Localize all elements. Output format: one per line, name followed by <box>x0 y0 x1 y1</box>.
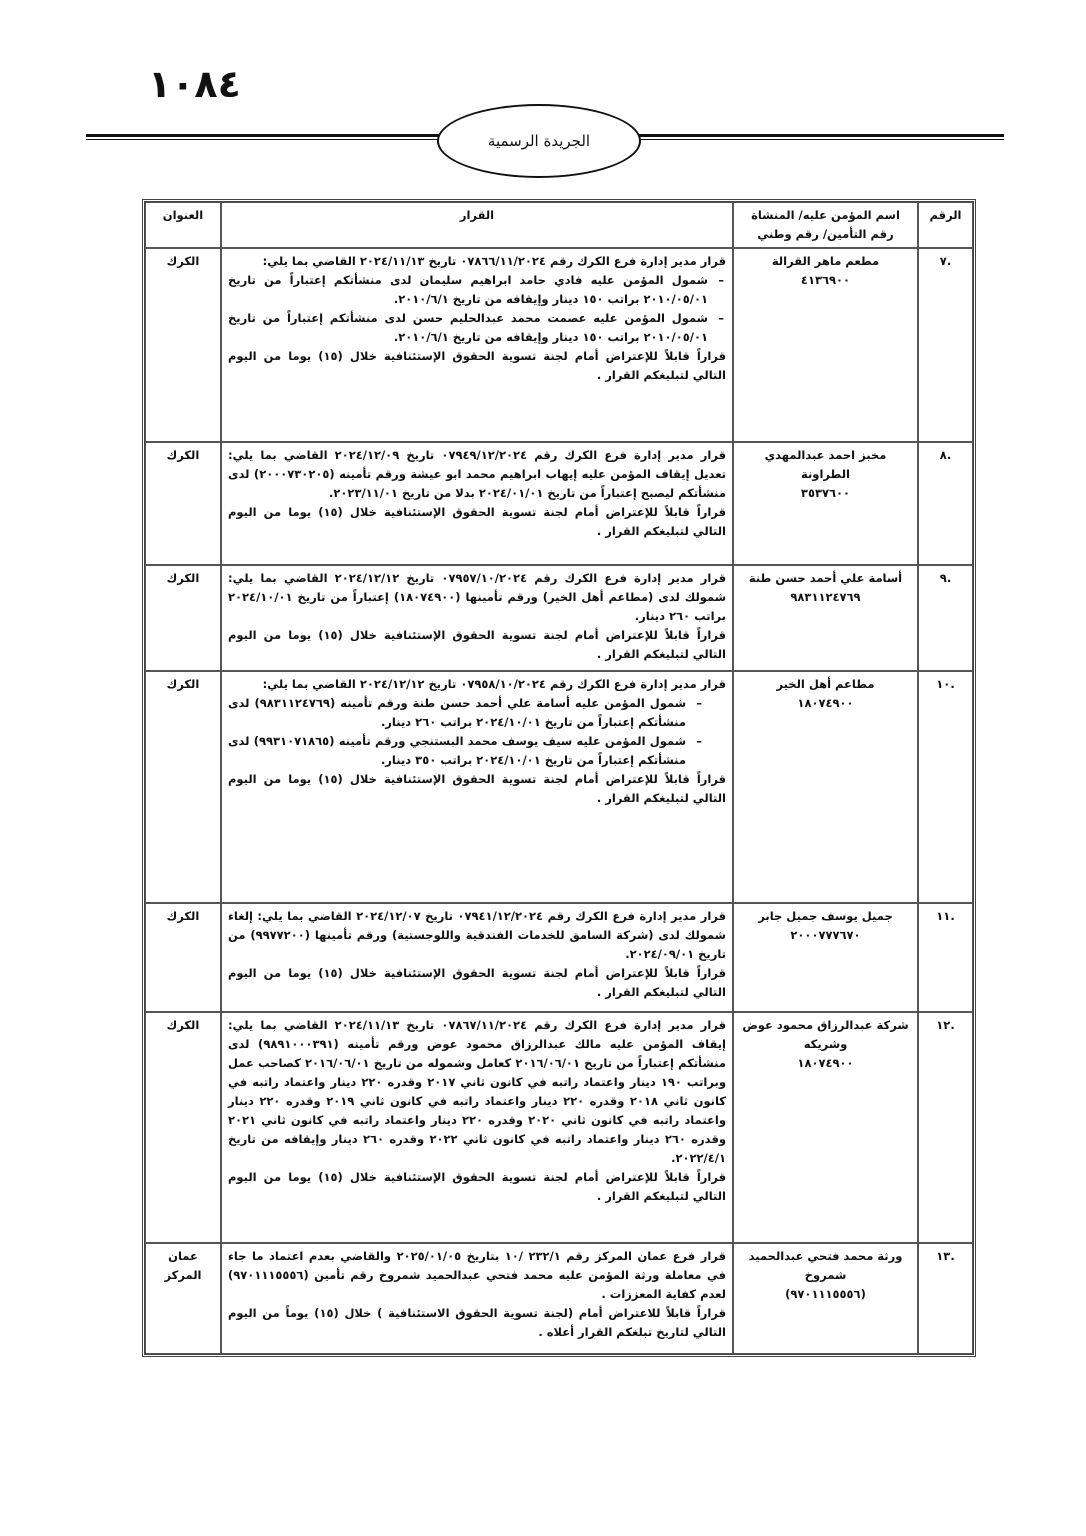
row-name: مطعم ماهر القرالة <box>771 254 880 268</box>
row-name: مخبز احمد عبدالمهدي الطراونة <box>764 448 887 481</box>
row-decision-cell <box>221 248 733 442</box>
decision-intro: قرار مدير إدارة فرع الكرك رقم ٠٧٩٥٧/١٠/٢٠٢٤ تاريخ ٢٠٢٤/١٢/١٢ القاضي بما يلي: شمولك لدى (مطاعم أهل الخير) ورقم تأمينها (١٨٠٧٤٩٠٠) إعتباراً من تاريخ ٢٠٢٤/١٠/٠١ براتب ٢٦٠ دينار. <box>228 571 727 623</box>
table-row <box>145 442 973 565</box>
table-row <box>145 248 973 442</box>
table-row <box>145 1243 973 1354</box>
row-address: الكرك <box>145 671 221 903</box>
decision-closing: قراراً قابلاً للإعتراض أمام لجنة تسوية الحقوق الإستئنافية خلال (١٥) يوما من اليوم التالي لتبليغكم القرار . <box>228 772 727 805</box>
decision-intro: قرار فرع عمان المركز رقم ٢٣٢/١ /١٠ بتاريخ ٢٠٢٥/٠١/٠٥ والقاضي بعدم اعتماد ما جاء في معاملة ورثة المؤمن عليه محمد فتحي عبدالحميد شمروخ رقم تأمين (٩٧٠١١١٥٥٥٦) لعدم كفاية المعززات . <box>228 1249 726 1301</box>
decision-intro: قرار مدير إدارة فرع الكرك رقم ٠٧٩٤٩/١٢/٢٠٢٤ تاريخ ٢٠٢٤/١٢/٠٩ القاضي بما يلي: تعديل إيقاف المؤمن عليه إيهاب ابراهيم محمد ابو عيشة ورقم تأمينه (٢٠٠٠٧٣٠٢٠٥) لدى منشأتكم ليصبح إعتباراً من تاريخ ٢٠٢٤/٠١/٠١ بدلا من تاريخ ٢٠٢٣/١١/٠١. <box>228 448 727 500</box>
decision-bullet: – شمول المؤمن عليه فادي حامد ابراهيم سليمان لدى منشأتكم إعتباراً من تاريخ ٢٠١٠/٠٥/٠١ براتب ١٥٠ دينار وإيقافه من تاريخ ٢٠١٠/٦/١. <box>228 271 726 309</box>
row-number: .١٣ <box>918 1243 973 1354</box>
row-decision-cell <box>221 671 733 903</box>
table-row <box>145 1012 973 1243</box>
decision-closing: قراراً قابلاً للاعتراض أمام (لجنة تسوية الحقوق الاستئنافية ) خلال (١٥) يوماً من اليوم التالي لتاريخ تبلغكم القرار أعلاه . <box>228 1306 727 1339</box>
row-decision-cell <box>221 1243 733 1354</box>
decision-intro: قرار مدير إدارة فرع الكرك رقم ٠٧٨٦٦/١١/٢٠٢٤ تاريخ ٢٠٢٤/١١/١٣ القاضي بما يلي: <box>262 254 726 268</box>
row-name: جميل يوسف جميل جابر <box>758 909 893 923</box>
column-header-name-line2: رقم التأمين/ رقم وطني <box>757 227 894 241</box>
decision-closing: قراراً قابلاً للإعتراض أمام لجنة تسوية الحقوق الإستئنافية خلال (١٥) يوما من اليوم التالي لتبليغكم القرار . <box>228 349 727 382</box>
decision-intro: قرار مدير إدارة فرع الكرك رقم ٠٧٩٤١/١٢/٢٠٢٤ تاريخ ٢٠٢٤/١٢/٠٧ القاضي بما يلي: إلغاء شمولك لدى (شركة السامق للخدمات الفندقية واللوجستية) ورقم تأمينها (٩٩٧٧٢٠٠) من تاريخ ٢٠٢٤/٠٩/٠١. <box>228 909 726 961</box>
row-name-cell <box>733 903 918 1012</box>
row-number: .١٢ <box>918 1012 973 1243</box>
publication-title-oval <box>437 104 641 178</box>
row-id: ٢٠٠٠٧٧٧٦٧٠ <box>790 928 861 942</box>
row-name-cell <box>733 671 918 903</box>
row-number: .٨ <box>918 442 973 565</box>
row-address: الكرك <box>145 565 221 671</box>
decision-closing: قراراً قابلاً للإعتراض أمام لجنة تسوية الحقوق الإستئنافية خلال (١٥) يوما من اليوم التالي لتبليغكم القرار . <box>228 966 727 999</box>
row-name-cell <box>733 565 918 671</box>
page-number: ١٠٨٤ <box>148 62 241 106</box>
row-name-cell <box>733 1012 918 1243</box>
row-name: أسامة علي أحمد حسن طنة <box>748 571 903 585</box>
row-decision-cell <box>221 1012 733 1243</box>
table-row <box>145 565 973 671</box>
row-decision-cell <box>221 565 733 671</box>
row-decision-cell <box>221 442 733 565</box>
row-name: شركة عبدالرزاق محمود عوض وشريكه <box>742 1018 909 1051</box>
decisions-table <box>142 199 976 1357</box>
column-header-decision: القرار <box>221 202 733 248</box>
row-name: ورثة محمد فتحي عبدالحميد شمروخ <box>748 1249 903 1282</box>
column-header-name <box>733 202 918 248</box>
row-name-cell <box>733 248 918 442</box>
row-decision-cell <box>221 903 733 1012</box>
decision-bullet: – شمول المؤمن عليه أسامة علي أحمد حسن طنة ورقم تأمينه (٩٨٣١١٢٤٧٦٩) لدى منشأتكم إعتباراً من تاريخ ٢٠٢٤/١٠/٠١ براتب ٢٦٠ دينار. <box>228 694 726 732</box>
row-name-cell <box>733 442 918 565</box>
decision-intro: قرار مدير إدارة فرع الكرك رقم ٠٧٨٦٧/١١/٢٠٢٤ تاريخ ٢٠٢٤/١١/١٣ القاضي بما يلي: إيقاف المؤمن عليه مالك عبدالرزاق محمود عوض ورقم تأمينه (٩٨٩١٠٠٠٣٩١) لدى منشأتكم إعتباراً من تاريخ ٢٠١٦/٠٦/٠١ كعامل وشموله من تاريخ ٢٠١٦/٠٦/٠١ كصاحب عمل وبراتب ١٩٠ دينار واعتماد راتبه في كانون ثاني ٢٠١٧ وقدره ٢٢٠ دينار واعتماد راتبه في كانون ثاني ٢٠١٨ وقدره ٢٢٠ دينار واعتماد راتبه في كانون ثاني ٢٠١٩ وقدره ٢٢٠ دينار واعتماد راتبه في كانون ثاني ٢٠٢٠ وقدره ٢٢٠ دينار واعتماد راتبه في كانون ثاني ٢٠٢١ وقدره ٢٦٠ دينار واعتماد راتبه في كانون ثاني ٢٠٢٢ وقدره ٢٦٠ دينار وإيقافه من تاريخ ٢٠٢٢/٤/١. <box>228 1018 727 1165</box>
decision-closing: قراراً قابلاً للإعتراض أمام لجنة تسوية الحقوق الإستئنافية خلال (١٥) يوما من اليوم التالي لتبليغكم القرار . <box>228 505 727 538</box>
decision-closing: قراراً قابلاً للإعتراض أمام لجنة تسوية الحقوق الإستئنافية خلال (١٥) يوما من اليوم التالي لتبليغكم القرار . <box>228 628 727 661</box>
decision-closing: قراراً قابلاً للإعتراض أمام لجنة تسوية الحقوق الإستئنافية خلال (١٥) يوما من اليوم التالي لتبليغكم القرار . <box>228 1170 727 1203</box>
row-number: .١١ <box>918 903 973 1012</box>
row-id: ١٨٠٧٤٩٠٠ <box>797 1056 854 1070</box>
row-address: الكرك <box>145 903 221 1012</box>
table-header-row <box>145 202 973 248</box>
row-address: الكرك <box>145 1012 221 1243</box>
row-address: الكرك <box>145 248 221 442</box>
row-number: .٧ <box>918 248 973 442</box>
row-number: .١٠ <box>918 671 973 903</box>
table-row <box>145 671 973 903</box>
table-row <box>145 903 973 1012</box>
row-id: (٩٧٠١١١٥٥٥٦) <box>785 1287 866 1301</box>
row-id: ٣٥٣٧٦٠٠ <box>800 486 851 500</box>
decision-bullet: – شمول المؤمن عليه عصمت محمد عبدالحليم حسن لدى منشأتكم إعتباراً من تاريخ ٢٠١٠/٠٥/٠١ براتب ١٥٠ دينار وإيقافه من تاريخ ٢٠١٠/٦/١. <box>228 309 726 347</box>
publication-title: الجريدة الرسمية <box>487 132 591 150</box>
column-header-name-line1: اسم المؤمن عليه/ المنشاة <box>751 208 900 222</box>
column-header-address: العنوان <box>145 202 221 248</box>
row-id: ٩٨٣١١٢٤٧٦٩ <box>790 590 861 604</box>
row-address: الكرك <box>145 442 221 565</box>
row-name: مطاعم أهل الخير <box>776 677 875 691</box>
row-address: عمان المركز <box>145 1243 221 1354</box>
row-id: ٤١٣٦٩٠٠ <box>800 273 851 287</box>
column-header-number: الرقم <box>918 202 973 248</box>
row-name-cell <box>733 1243 918 1354</box>
decision-bullet: – شمول المؤمن عليه سيف يوسف محمد البستنجي ورقم تأمينه (٩٩٣١٠٧١٨٦٥) لدى منشأتكم إعتباراً من تاريخ ٢٠٢٤/١٠/٠١ براتب ٣٥٠ دينار. <box>228 732 726 770</box>
row-id: ١٨٠٧٤٩٠٠ <box>797 696 854 710</box>
row-number: .٩ <box>918 565 973 671</box>
decision-intro: قرار مدير إدارة فرع الكرك رقم ٠٧٩٥٨/١٠/٢٠٢٤ تاريخ ٢٠٢٤/١٢/١٢ القاضي بما يلي: <box>262 677 726 691</box>
